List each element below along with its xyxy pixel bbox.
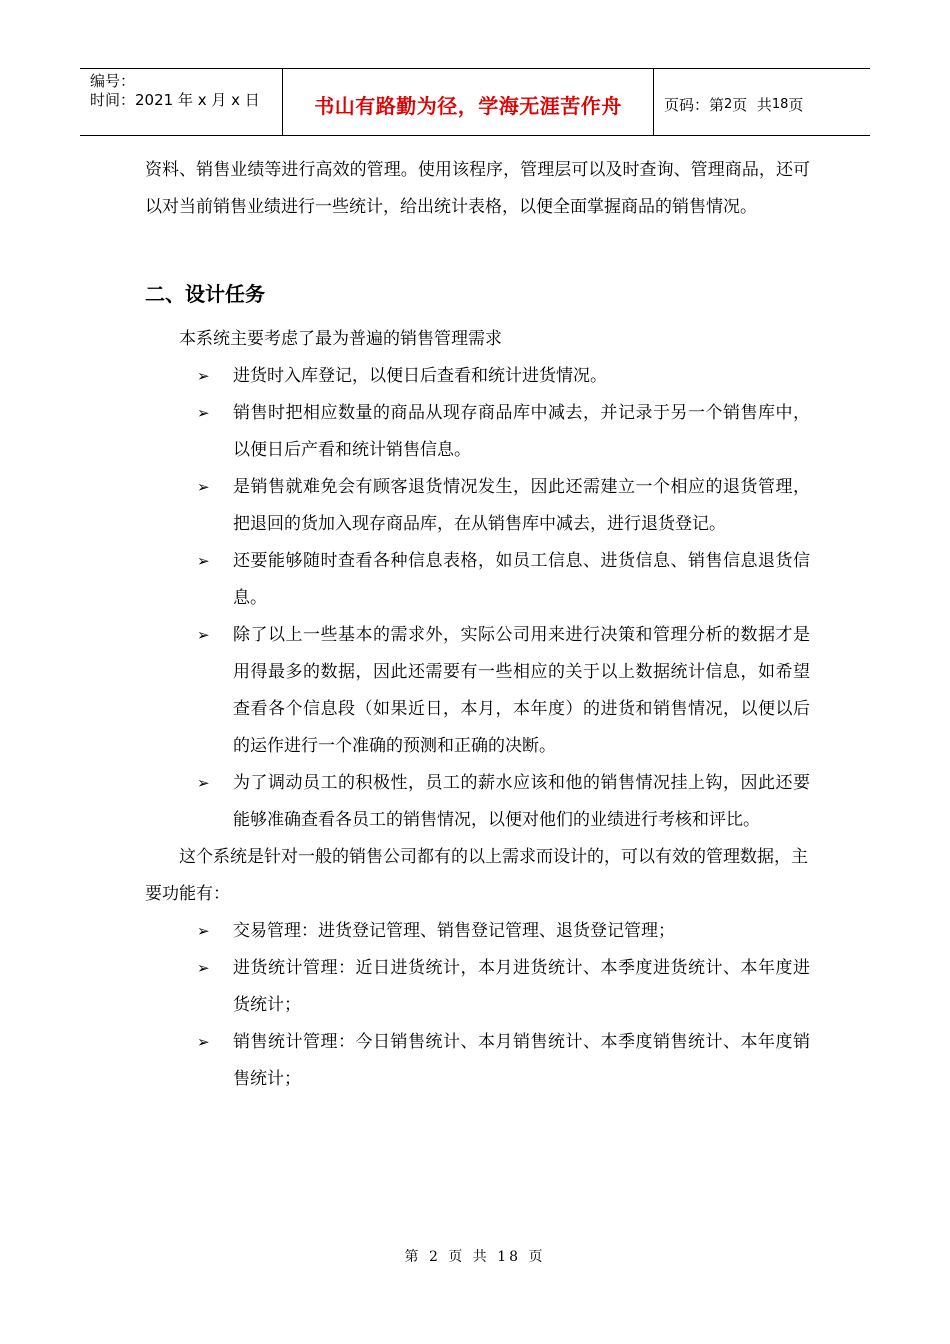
arrow-bullet-icon: ➢ <box>197 626 210 644</box>
arrow-bullet-icon: ➢ <box>197 478 210 496</box>
page-suffix: 页 <box>788 95 804 114</box>
requirements-list <box>145 358 810 839</box>
list-item <box>145 950 810 1024</box>
list-item-text: 除了以上一些基本的需求外，实际公司用来进行决策和管理分析的数据才是用得最多的数据，因此还需要有一些相应的关于以上数据统计信息，如希望查看各个信息段（如果近日，本月，本年度）的进货和销售情况，以便以后的运作进行一个准确的预测和正确的决断。 <box>233 625 810 756</box>
document-time-label: 时间：2021 年 x 月 x 日 <box>90 91 260 109</box>
header-meta <box>80 69 282 135</box>
summary-paragraph: 这个系统是针对一般的销售公司都有的以上需求而设计的，可以有效的管理数据，主要功能有： <box>145 847 808 904</box>
page-prefix: 页码：第 <box>664 95 725 114</box>
header-motto: 书山有路勤为径，学海无涯苦作舟 <box>282 69 654 135</box>
section-title: 二、设计任务 <box>145 282 265 306</box>
list-item <box>145 617 810 765</box>
list-item-text: 交易管理：进货登记管理、销售登记管理、退货登记管理； <box>233 921 675 941</box>
list-item <box>145 358 810 395</box>
arrow-bullet-icon: ➢ <box>197 959 210 977</box>
list-item-text: 销售统计管理：今日销售统计、本月销售统计、本季度销售统计、本年度销售统计； <box>233 1032 810 1089</box>
arrow-bullet-icon: ➢ <box>197 922 210 940</box>
page-header <box>80 68 870 136</box>
page-total: 18 <box>771 96 789 112</box>
list-item-text: 是销售就难免会有顾客退货情况发生，因此还需建立一个相应的退货管理，把退回的货加入现存商品库，在从销售库中减去，进行退货登记。 <box>233 477 810 534</box>
continuation-paragraph: 资料、销售业绩等进行高效的管理。使用该程序，管理层可以及时查询、管理商品，还可以对当前销售业绩进行一些统计，给出统计表格，以便全面掌握商品的销售情况。 <box>145 160 810 217</box>
page-mid: 页 共 <box>732 95 772 114</box>
arrow-bullet-icon: ➢ <box>197 552 210 570</box>
list-item <box>145 765 810 839</box>
arrow-bullet-icon: ➢ <box>197 1033 210 1051</box>
page-footer: 第 2 页 共 18 页 <box>404 1249 546 1265</box>
list-item-text: 进货统计管理：近日进货统计，本月进货统计、本季度进货统计、本年度进货统计； <box>233 958 810 1015</box>
header-page-info <box>654 69 870 135</box>
list-item-text: 为了调动员工的积极性，员工的薪水应该和他的销售情况挂上钩，因此还要能够准确查看各员工的销售情况，以便对他们的业绩进行考核和评比。 <box>233 773 810 830</box>
arrow-bullet-icon: ➢ <box>197 774 210 792</box>
list-item <box>145 395 810 469</box>
page-current: 2 <box>724 96 733 112</box>
list-item <box>145 543 810 617</box>
list-item-text: 进货时入库登记，以便日后查看和统计进货情况。 <box>233 366 607 386</box>
list-item-text: 还要能够随时查看各种信息表格，如员工信息、进货信息、销售信息退货信息。 <box>233 551 810 608</box>
list-item <box>145 469 810 543</box>
arrow-bullet-icon: ➢ <box>197 367 210 385</box>
document-body <box>145 152 810 1098</box>
intro-paragraph: 本系统主要考虑了最为普遍的销售管理需求 <box>179 329 502 349</box>
arrow-bullet-icon: ➢ <box>197 404 210 422</box>
document-number-label: 编号： <box>90 72 136 90</box>
list-item <box>145 913 810 950</box>
list-item <box>145 1024 810 1098</box>
functions-list <box>145 913 810 1098</box>
list-item-text: 销售时把相应数量的商品从现存商品库中减去，并记录于另一个销售库中，以便日后产看和统计销售信息。 <box>233 403 810 460</box>
